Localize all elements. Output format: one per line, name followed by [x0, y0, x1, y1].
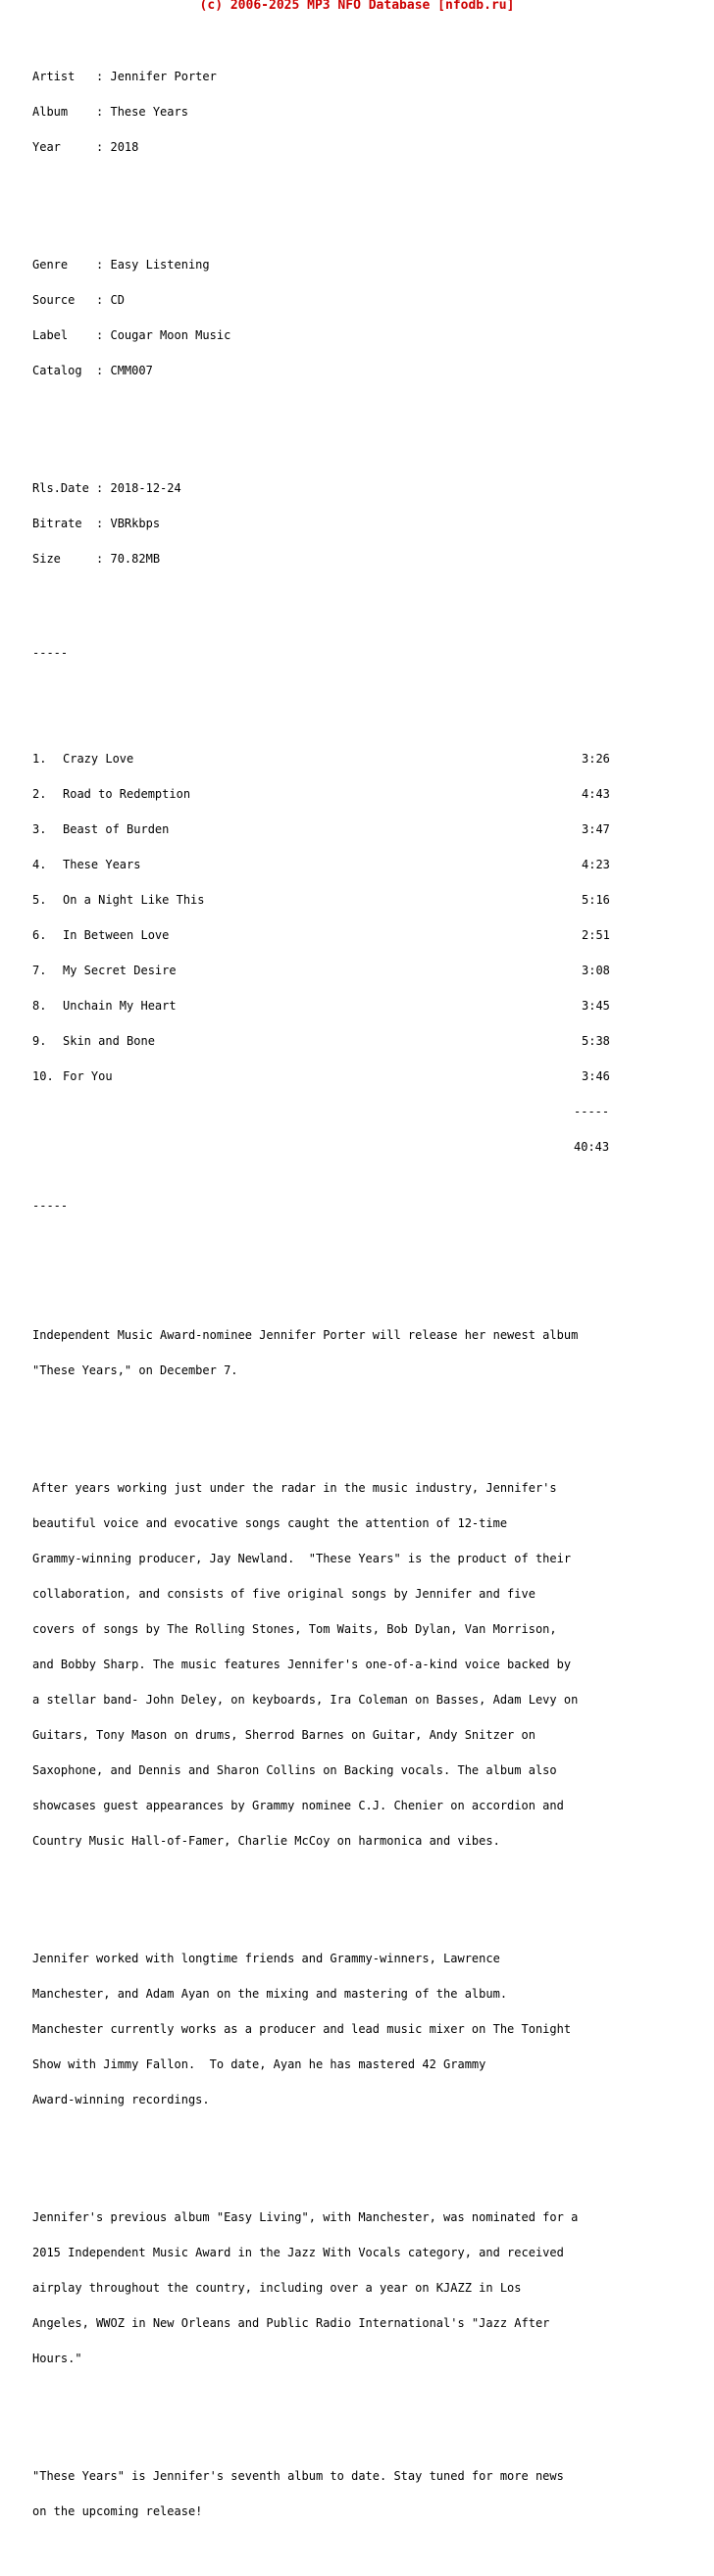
paragraph [32, 1929, 714, 2129]
track-duration: 3:26 [582, 752, 610, 766]
track-duration: 3:46 [582, 1069, 610, 1083]
album-line: Album : These Years [32, 105, 188, 119]
paragraph [32, 1459, 714, 1870]
site-header: (c) 2006-2025 MP3 NFO Database [nfodb.ru] [199, 0, 515, 13]
total-separator: ----- [574, 1105, 610, 1118]
track-number: 1. [32, 752, 47, 766]
separator: ----- [32, 646, 69, 660]
release-date-line: Rls.Date : 2018-12-24 [32, 481, 181, 495]
paragraph [32, 2447, 714, 2541]
track-number: 5. [32, 893, 47, 907]
track-row [32, 753, 621, 765]
year-line: Year : 2018 [32, 140, 139, 154]
text-line: After years working just under the radar in the music industry, Jennifer's [32, 1481, 557, 1495]
track-number: 2. [32, 787, 47, 801]
text-line: Jennifer worked with longtime friends and Grammy-winners, Lawrence [32, 1952, 500, 1965]
track-number: 9. [32, 1034, 47, 1048]
separator: ----- [32, 1199, 69, 1213]
track-row [32, 859, 621, 870]
track-row [32, 929, 621, 941]
track-duration: 3:08 [582, 964, 610, 977]
text-line: Grammy-winning producer, Jay Newland. "These Years" is the product of their [32, 1552, 572, 1565]
text-line: Manchester, and Adam Ayan on the mixing and mastering of the album. [32, 1987, 508, 2001]
track-title: Road to Redemption [63, 787, 191, 801]
text-line: collaboration, and consists of five original songs by Jennifer and five [32, 1587, 536, 1601]
track-title: Skin and Bone [63, 1034, 155, 1048]
text-line: covers of songs by The Rolling Stones, Tom Waits, Bob Dylan, Van Morrison, [32, 1622, 557, 1636]
track-title: In Between Love [63, 928, 170, 942]
text-line: Jennifer's previous album "Easy Living", with Manchester, was nominated for a [32, 2210, 579, 2224]
track-duration: 5:16 [582, 893, 610, 907]
track-row [32, 1070, 621, 1082]
track-number: 7. [32, 964, 47, 977]
track-number: 3. [32, 822, 47, 836]
release-info-basic [32, 47, 714, 176]
catalog-line: Catalog : CMM007 [32, 364, 153, 377]
track-number: 6. [32, 928, 47, 942]
track-title: Beast of Burden [63, 822, 170, 836]
track-duration: 4:23 [582, 858, 610, 871]
text-line: beautiful voice and evocative songs caught the attention of 12-time [32, 1516, 508, 1530]
track-number: 8. [32, 999, 47, 1013]
track-row [32, 1035, 621, 1047]
total-time: 40:43 [574, 1140, 610, 1154]
track-row [32, 965, 621, 976]
text-line: Manchester currently works as a producer and lead music mixer on The Tonight [32, 2022, 572, 2036]
text-line: Saxophone, and Dennis and Sharon Collins on Backing vocals. The album also [32, 1763, 557, 1777]
genre-line: Genre : Easy Listening [32, 258, 210, 272]
text-line: Angeles, WWOZ in New Orleans and Public Radio International's "Jazz After [32, 2316, 550, 2330]
release-info-source [32, 235, 714, 400]
track-title: My Secret Desire [63, 964, 177, 977]
description [32, 1282, 714, 2564]
bitrate-line: Bitrate : VBRkbps [32, 517, 161, 530]
track-title: Unchain My Heart [63, 999, 177, 1013]
text-line: Show with Jimmy Fallon. To date, Ayan he has mastered 42 Grammy [32, 2057, 486, 2071]
text-line: Independent Music Award-nominee Jennifer Porter will release her newest album [32, 1328, 579, 1342]
tracklist [32, 729, 714, 1176]
size-line: Size : 70.82MB [32, 552, 161, 566]
track-title: Crazy Love [63, 752, 134, 766]
paragraph [32, 2188, 714, 2388]
track-title: For You [63, 1069, 113, 1083]
track-row [32, 823, 621, 835]
track-number: 4. [32, 858, 47, 871]
total-separator-row [32, 1106, 621, 1117]
text-line: 2015 Independent Music Award in the Jazz With Vocals category, and received [32, 2246, 564, 2259]
track-row [32, 894, 621, 906]
text-line: Award-winning recordings. [32, 2093, 210, 2106]
track-duration: 5:38 [582, 1034, 610, 1048]
track-row [32, 1000, 621, 1012]
text-line: and Bobby Sharp. The music features Jennifer's one-of-a-kind voice backed by [32, 1658, 572, 1671]
track-duration: 3:45 [582, 999, 610, 1013]
artist-line: Artist : Jennifer Porter [32, 70, 217, 83]
release-info-file [32, 459, 714, 588]
track-duration: 3:47 [582, 822, 610, 836]
text-line: airplay throughout the country, including over a year on KJAZZ in Los [32, 2281, 522, 2295]
text-line: Country Music Hall-of-Famer, Charlie McCoy on harmonica and vibes. [32, 1834, 500, 1848]
track-title: These Years [63, 858, 141, 871]
track-title: On a Night Like This [63, 893, 205, 907]
track-number: 10. [32, 1069, 54, 1083]
text-line: a stellar band- John Deley, on keyboards, Ira Coleman on Basses, Adam Levy on [32, 1693, 579, 1707]
track-duration: 2:51 [582, 928, 610, 942]
text-line: "These Years," on December 7. [32, 1363, 238, 1377]
text-line: Guitars, Tony Mason on drums, Sherrod Barnes on Guitar, Andy Snitzer on [32, 1728, 536, 1742]
track-duration: 4:43 [582, 787, 610, 801]
source-line: Source : CD [32, 293, 125, 307]
text-line: showcases guest appearances by Grammy nominee C.J. Chenier on accordion and [32, 1799, 564, 1812]
total-time-row [32, 1141, 621, 1153]
text-line: on the upcoming release! [32, 2504, 203, 2518]
paragraph [32, 1306, 714, 1400]
text-line: Hours." [32, 2352, 82, 2365]
track-row [32, 788, 621, 800]
label-line: Label : Cougar Moon Music [32, 328, 231, 342]
text-line: "These Years" is Jennifer's seventh album to date. Stay tuned for more news [32, 2469, 564, 2483]
